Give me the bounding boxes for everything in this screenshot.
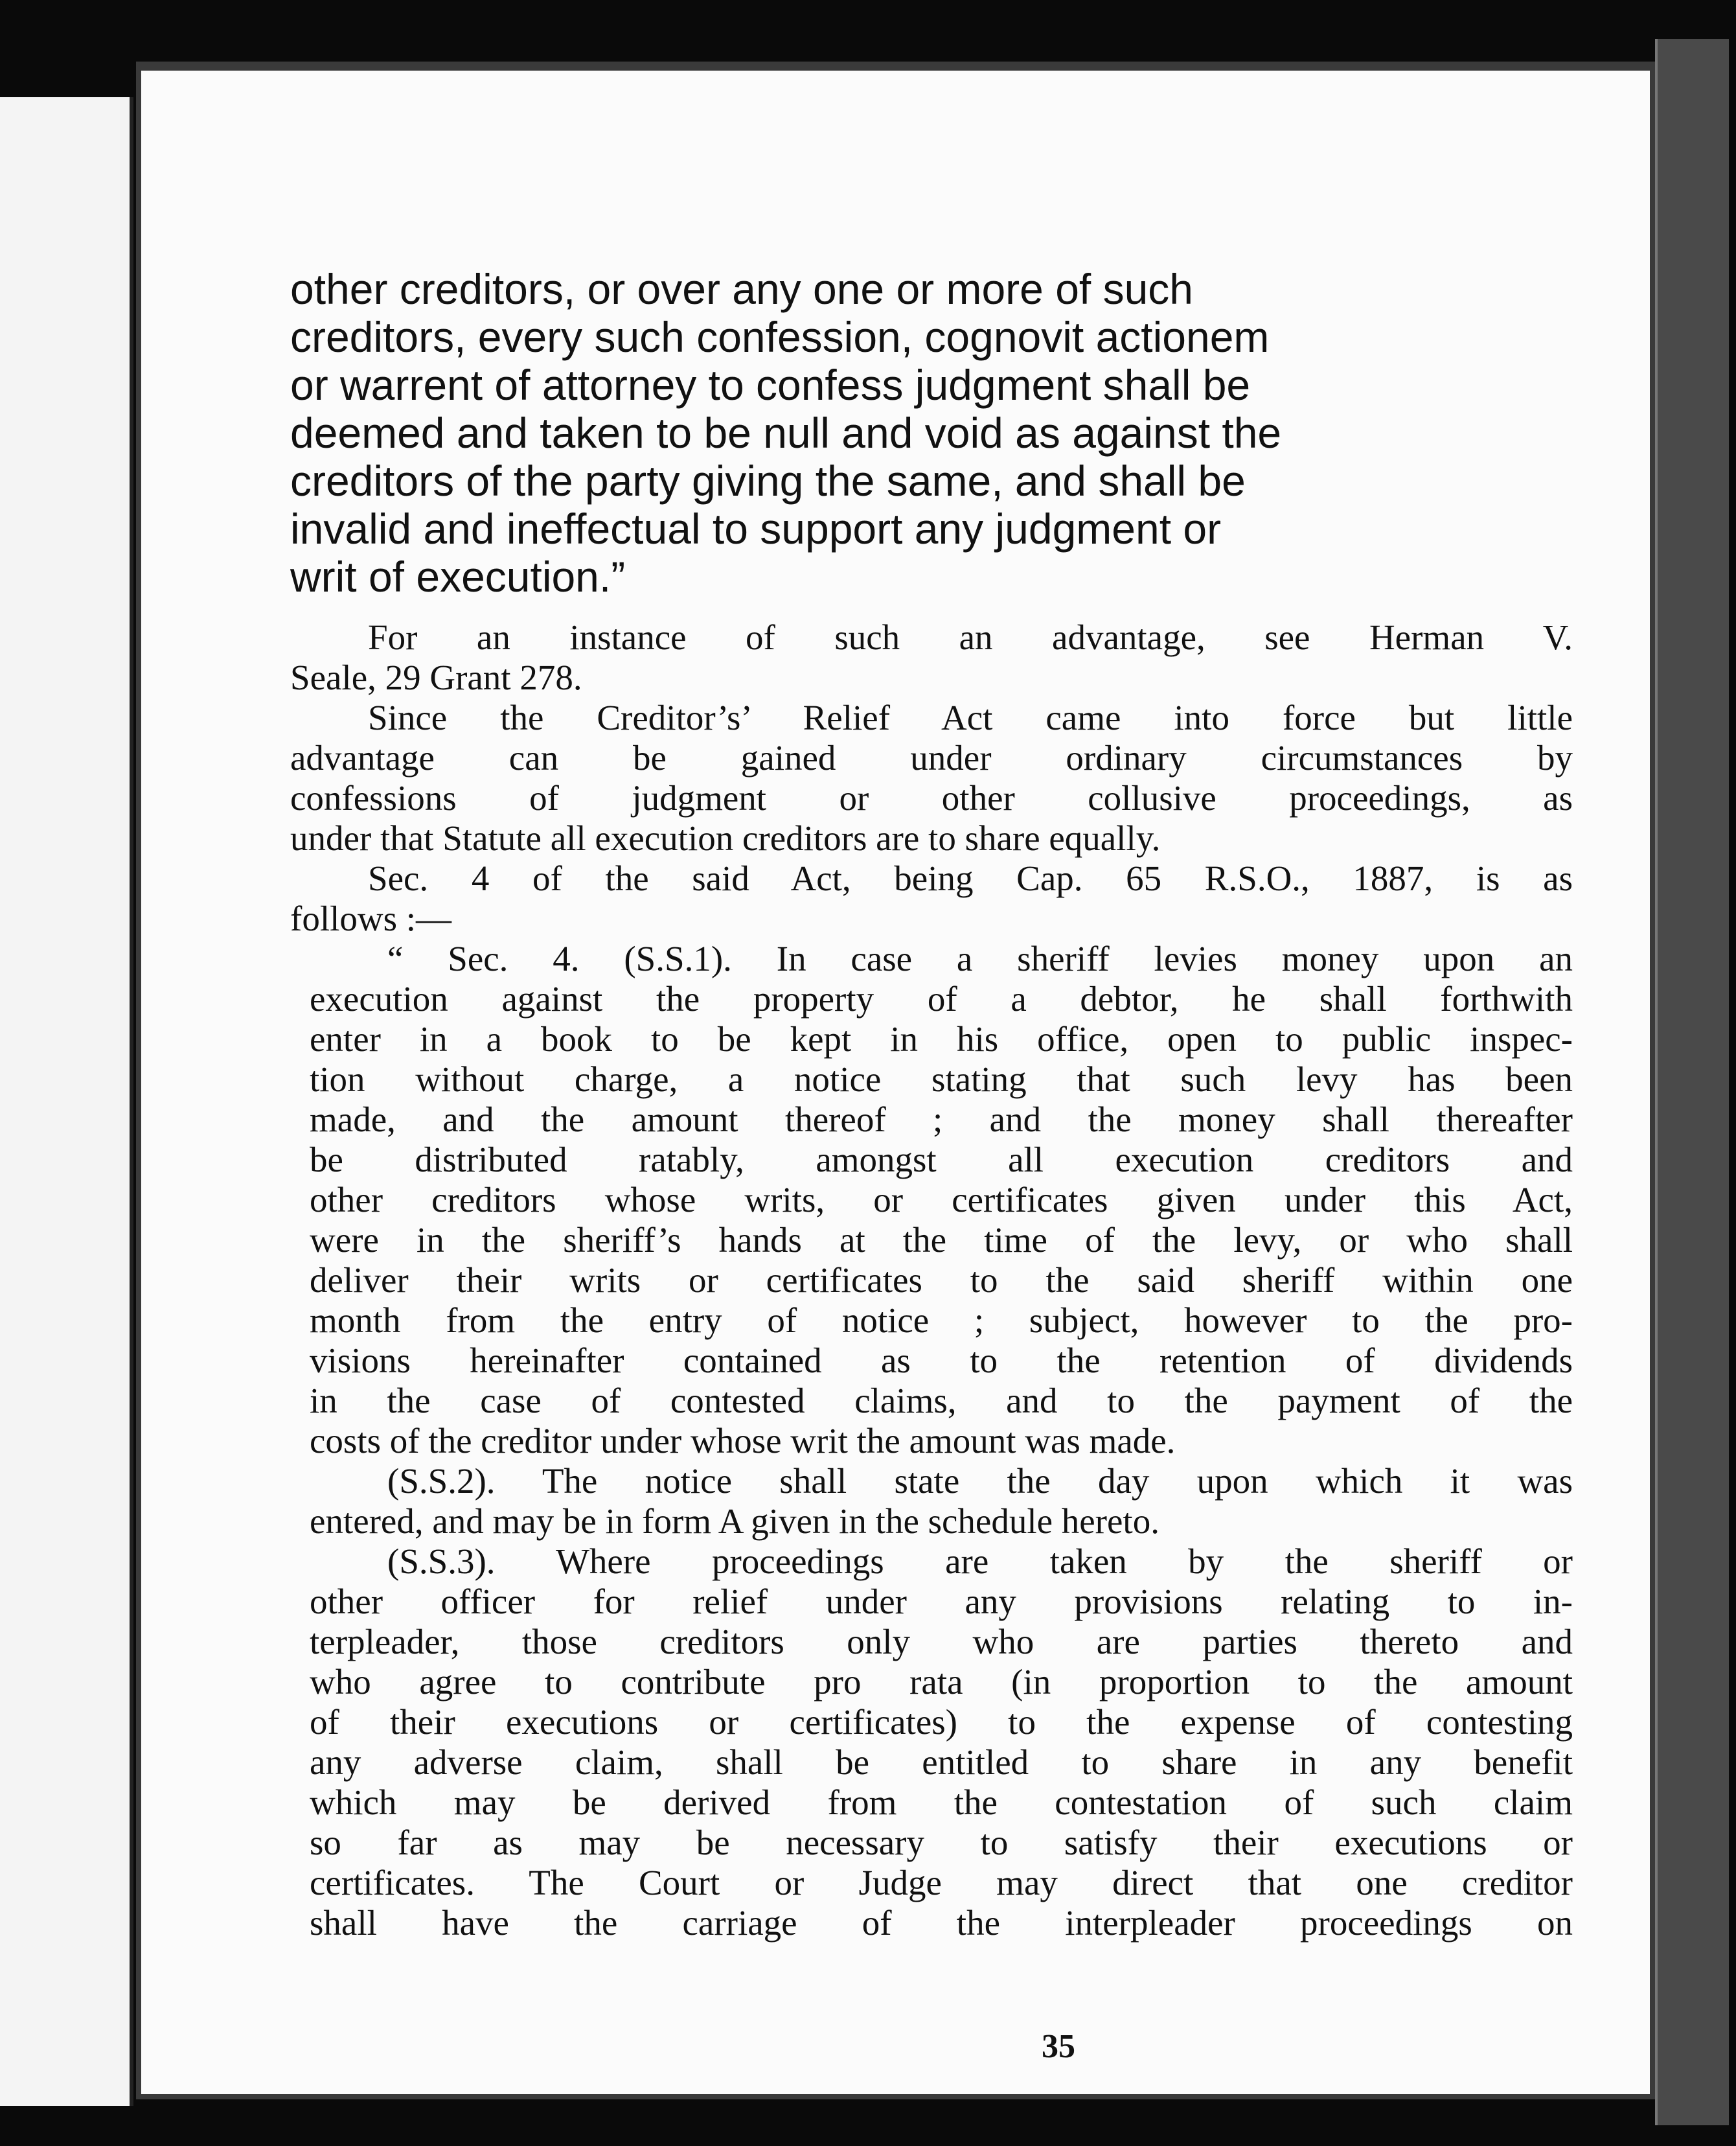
text-line: (S.S.3). Where proceedings are taken by the sheriff or — [387, 1541, 1573, 1581]
text-line: other creditors whose writs, or certificates given under this Act, — [310, 1180, 1573, 1219]
quote-continuation — [290, 265, 1573, 601]
paragraph-relief-act — [290, 698, 1573, 859]
statute-quote-ss3 — [290, 1541, 1573, 1943]
text-line: which may be derived from the contestation of such claim — [310, 1783, 1573, 1822]
text-line: For an instance of such an advantage, see Herman V. — [368, 617, 1573, 657]
text-line: tion without charge, a notice stating that such levy has been — [310, 1059, 1573, 1099]
text-line: were in the sheriff’s hands at the time of the levy, or who shall — [310, 1220, 1573, 1260]
page-text — [290, 265, 1573, 1943]
text-line: advantage can be gained under ordinary circumstances by — [290, 738, 1573, 778]
text-line: certificates. The Court or Judge may direct that one creditor — [310, 1863, 1573, 1902]
text-line: or warrent of attorney to confess judgment shall be — [290, 361, 1251, 409]
text-line: creditors of the party giving the same, and shall be — [290, 457, 1246, 505]
text-line: entered, and may be in form A given in the schedule hereto. — [310, 1501, 1159, 1541]
text-line: of their executions or certificates) to the expense of contesting — [310, 1702, 1573, 1742]
text-line: so far as may be necessary to satisfy their executions or — [310, 1823, 1573, 1862]
text-line: Seale, 29 Grant 278. — [290, 658, 582, 697]
text-line: creditors, every such confession, cognovit actionem — [290, 313, 1270, 361]
text-line: made, and the amount thereof ; and the money shall thereafter — [310, 1100, 1573, 1139]
text-line: confessions of judgment or other collusive proceedings, as — [290, 778, 1573, 818]
text-line: who agree to contribute pro rata (in proportion to the amount — [310, 1662, 1573, 1702]
text-line: Since the Creditor’s’ Relief Act came into force but little — [368, 698, 1573, 737]
book-fore-edge — [1655, 39, 1729, 2125]
text-line: terpleader, those creditors only who are parties thereto and — [310, 1622, 1573, 1661]
text-line: under that Statute all execution creditors are to share equally. — [290, 818, 1161, 858]
paragraph-instance — [290, 617, 1573, 698]
text-line: costs of the creditor under whose writ the amount was made. — [310, 1421, 1176, 1460]
statute-quote-ss2 — [290, 1461, 1573, 1541]
text-line: any adverse claim, shall be entitled to share in any benefit — [310, 1742, 1573, 1782]
paragraph-sec4-intro — [290, 859, 1573, 939]
text-line: deliver their writs or certificates to the said sheriff within one — [310, 1260, 1573, 1300]
text-line: other officer for relief under any provisions relating to in- — [310, 1582, 1573, 1621]
text-line: “ Sec. 4. (S.S.1). In case a sheriff levies money upon an — [387, 939, 1573, 978]
text-line: visions hereinafter contained as to the retention of dividends — [310, 1341, 1573, 1380]
text-line: enter in a book to be kept in his office, open to public inspec- — [310, 1019, 1573, 1059]
text-line: be distributed ratably, amongst all execution creditors and — [310, 1140, 1573, 1179]
text-line: other creditors, or over any one or more of such — [290, 265, 1193, 313]
text-line: month from the entry of notice ; subject, however to the pro- — [310, 1300, 1573, 1340]
text-line: writ of execution.” — [290, 553, 626, 601]
text-line: invalid and ineffectual to support any judgment or — [290, 505, 1222, 553]
page-number: 35 — [1042, 2028, 1075, 2065]
facing-page-edge — [0, 97, 133, 2106]
book-page — [136, 62, 1655, 2099]
text-line: deemed and taken to be null and void as against the — [290, 409, 1282, 457]
text-line: in the case of contested claims, and to the payment of the — [310, 1381, 1573, 1420]
text-line: follows :— — [290, 899, 452, 938]
statute-quote-ss1 — [290, 939, 1573, 1461]
text-line: (S.S.2). The notice shall state the day upon which it was — [387, 1461, 1573, 1501]
text-line: shall have the carriage of the interpleader proceedings on — [310, 1903, 1573, 1943]
text-line: Sec. 4 of the said Act, being Cap. 65 R.S.O., 1887, is as — [368, 859, 1573, 898]
text-line: execution against the property of a debtor, he shall forthwith — [310, 979, 1573, 1019]
